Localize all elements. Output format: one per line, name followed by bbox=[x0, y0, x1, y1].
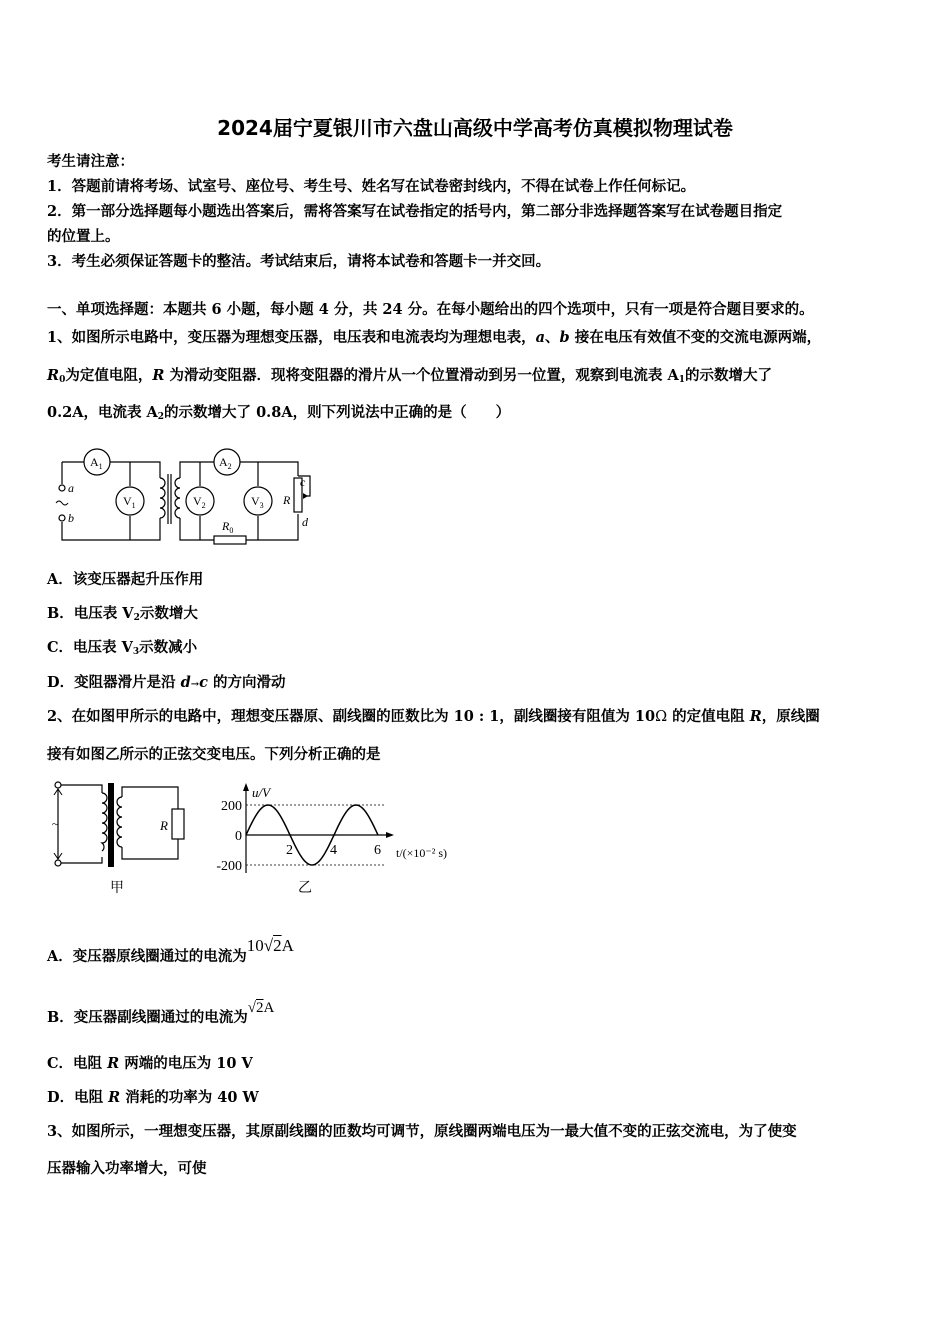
circuit-label-b: b bbox=[68, 511, 74, 525]
x-tick-label: 4 bbox=[330, 843, 337, 858]
q2-voltage-chart bbox=[200, 775, 480, 900]
q1-option-c: C．电压表 $V_3$示数减小 bbox=[47, 639, 198, 657]
chart-xlabel: t/(×10⁻² s) bbox=[396, 846, 448, 860]
source-symbol: ~ bbox=[52, 817, 59, 831]
circuit-label-a: a bbox=[68, 481, 74, 495]
q1-option-b: B．电压表 $V_2$示数增大 bbox=[47, 605, 198, 623]
chart-ylabel: u/V bbox=[252, 785, 271, 800]
x-tick-label: 6 bbox=[374, 843, 381, 858]
q2-stem-line: 接有如图乙所示的正弦交变电压。下列分析正确的是 bbox=[47, 746, 381, 763]
q2-option-c: C．电阻 R 两端的电压为 10 V bbox=[47, 1055, 253, 1072]
q2-option-d: D．电阻 R 消耗的功率为 40 W bbox=[47, 1089, 259, 1106]
circuit-label-V1: $V_1$ bbox=[123, 494, 136, 510]
q3-stem-line: 压器输入功率增大，可使 bbox=[47, 1160, 207, 1177]
notice-item: 的位置上。 bbox=[47, 228, 120, 245]
y-tick-label: 200 bbox=[221, 799, 242, 814]
q1-stem-line: 0.2A，电流表 $A_2$的示数增大了 0.8A，则下列说法中正确的是（ ） bbox=[47, 404, 511, 422]
circuit-label-R0: $R_0$ bbox=[222, 519, 234, 535]
circuit-label-d: d bbox=[302, 515, 308, 529]
y-axis-arrow bbox=[243, 783, 249, 791]
q1-option-d: D．变阻器滑片是沿 d→c 的方向滑动 bbox=[47, 674, 286, 691]
x-tick-label: 2 bbox=[286, 843, 293, 858]
y-tick-label: -200 bbox=[216, 859, 242, 874]
q1-stem-line: 1、如图所示电路中，变压器为理想变压器，电压表和电流表均为理想电表，a、b 接在电压有效值不变的交流电源两端， bbox=[47, 329, 822, 346]
notice-item: 1．答题前请将考场、试室号、座位号、考生号、姓名写在试卷密封线内，不得在试卷上作任何标记。 bbox=[47, 178, 696, 195]
circuit-label-V3: $V_3$ bbox=[251, 494, 264, 510]
notice-item: 3．考生必须保证答题卡的整洁。考试结束后，请将本试卷和答题卡一并交回。 bbox=[47, 253, 551, 270]
q2-figure-transformer bbox=[40, 775, 200, 900]
q1-stem-line: $R_0$为定值电阻，R 为滑动变阻器．现将变阻器的滑片从一个位置滑动到另一位置，观察到电流表 $A_1$的示数增大了 bbox=[47, 367, 772, 385]
q1-circuit-diagram bbox=[40, 440, 330, 555]
notice-heading: 考生请注意： bbox=[47, 153, 134, 170]
figure-caption-yi: 乙 bbox=[298, 881, 312, 896]
q3-stem-line: 3、如图所示，一理想变压器，其原副线圈的匝数均可调节，原线圈两端电压为一最大值不变的正弦交流电，为了使变 bbox=[47, 1123, 797, 1140]
figure-caption-jia: 甲 bbox=[110, 881, 124, 896]
circuit-label-A2: $A_2$ bbox=[219, 455, 232, 471]
section-heading: 一、单项选择题：本题共 6 小题，每小题 4 分，共 24 分。在每小题给出的四个选项中，只有一项是符合题目要求的。 bbox=[47, 301, 814, 318]
q2-option-a: A．变压器原线圈通过的电流为10√2A bbox=[47, 936, 294, 965]
q2-option-b: B．变压器副线圈通过的电流为√2A bbox=[47, 1000, 275, 1026]
circuit-source-symbol: ~ bbox=[54, 498, 55, 499]
circuit-label-V2: $V_2$ bbox=[193, 494, 206, 510]
circuit-label-R: R bbox=[283, 493, 291, 507]
circuit-label-A1: $A_1$ bbox=[90, 455, 103, 471]
q2-stem-line: 2、在如图甲所示的电路中，理想变压器原、副线圈的匝数比为 10 : 1，副线圈接有阻值为 10Ω 的定值电阻 R，原线圈 bbox=[47, 708, 820, 725]
circuit-label-c: c bbox=[300, 475, 306, 489]
notice-item: 2．第一部分选择题每小题选出答案后，需将答案写在试卷指定的括号内，第二部分非选择题答案写在试卷题目指定 bbox=[47, 203, 783, 220]
page-title: 2024届宁夏银川市六盘山高级中学高考仿真模拟物理试卷 bbox=[217, 116, 733, 140]
q1-option-a: A．该变压器起升压作用 bbox=[47, 571, 204, 588]
resistor-label: R bbox=[160, 818, 168, 833]
y-tick-label: 0 bbox=[235, 829, 242, 844]
x-axis-arrow bbox=[386, 832, 394, 838]
